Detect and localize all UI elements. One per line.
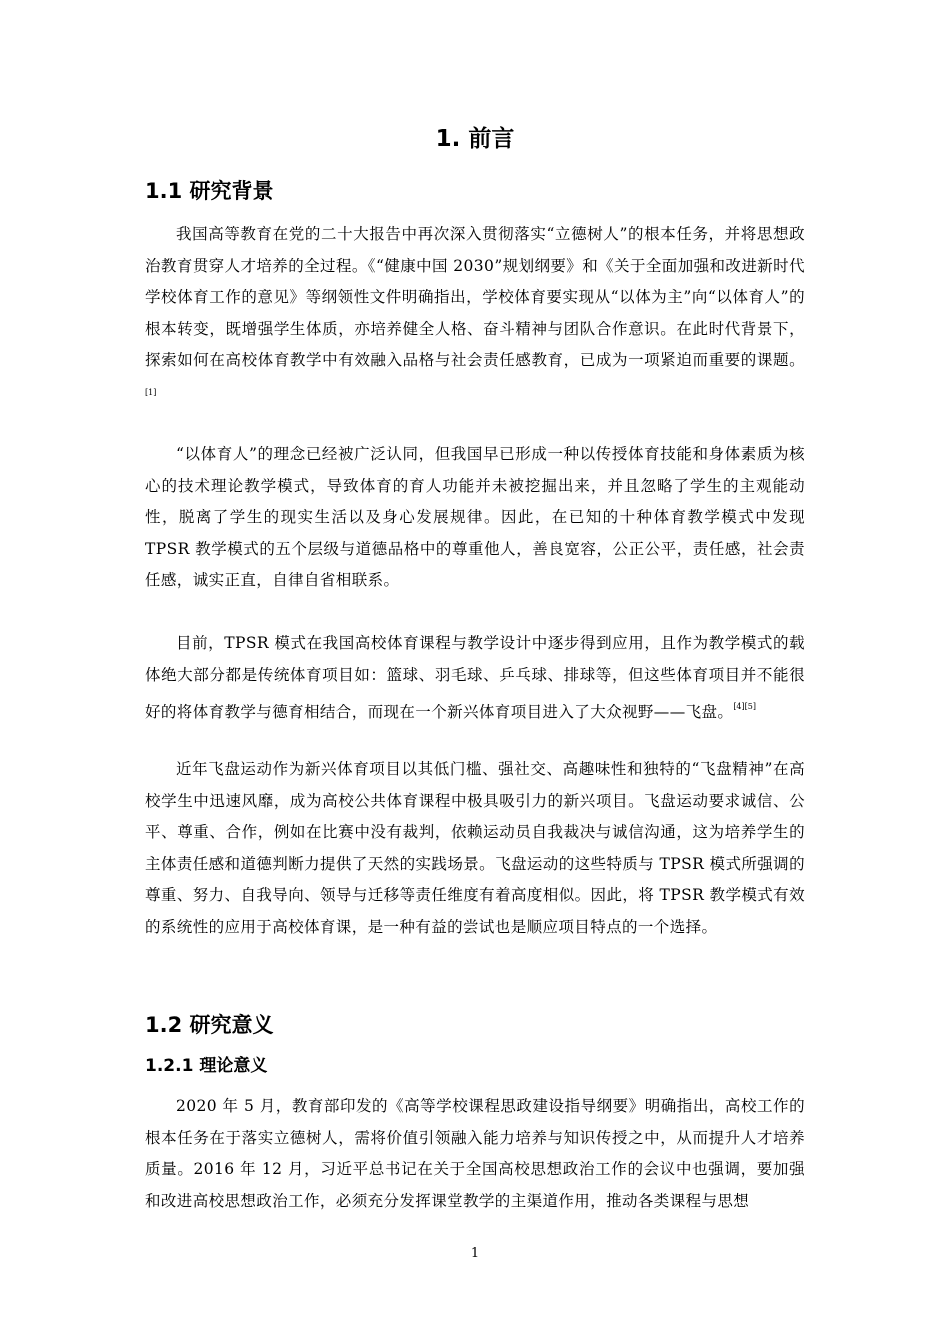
paragraph-background-4: 近年飞盘运动作为新兴体育项目以其低门槛、强社交、高趣味性和独特的“飞盘精神”在高校学生中迅速风靡，成为高校公共体育课程中极具吸引力的新兴项目。飞盘运动要求诚信、公平、尊重、合作，例如在比赛中没有裁判，依赖运动员自我裁决与诚信沟通，这为培养学生的主体责任感和道德判断力提供了天然的实践场景。飞盘运动的这些特质与 TPSR 模式所强调的尊重、努力、自我导向、领导与迁移等责任维度有着高度相似。因此，将 TPSR 教学模式有效的系统性的应用于高校体育课，是一种有益的尝试也是顺应项目特点的一个选择。: [145, 760, 805, 936]
paragraph-background-1: [145, 219, 805, 414]
section-heading-1-2: 1.2 研究意义: [145, 1013, 274, 1037]
paragraph-theory-1: 2020 年 5 月，教育部印发的《高等学校课程思政建设指导纲要》明确指出，高校工作的根本任务在于落实立德树人，需将价值引领融入能力培养与知识传授之中，从而提升人才培养质量。2016 年 12 月，习近平总书记在关于全国高校思想政治工作的会议中也强调，要加强和改进高校思想政治工作，必须充分发挥课堂教学的主渠道作用，推动各类课程与思想: [145, 1097, 805, 1210]
paragraph-background-3: [145, 628, 805, 729]
paragraph-text: 目前，TPSR 模式在我国高校体育课程与教学设计中逐步得到应用，且作为教学模式的载体绝大部分都是传统体育项目如：篮球、羽毛球、乒乓球、排球等，但这些体育项目并不能很好的将体育教学与德育相结合，而现在一个新兴体育项目进入了大众视野——飞盘。: [145, 634, 805, 721]
subsection-heading-1-2-1: 1.2.1 理论意义: [145, 1056, 268, 1076]
page-number: 1: [470, 1246, 480, 1261]
citation: [4][5]: [733, 702, 756, 711]
citation: [1]: [145, 387, 157, 397]
chapter-title: 1. 前言: [435, 126, 515, 152]
paragraph-background-2: “以体育人”的理念已经被广泛认同，但我国早已形成一种以传授体育技能和身体素质为核心的技术理论教学模式，导致体育的育人功能并未被挖掘出来，并且忽略了学生的主观能动性，脱离了学生的现实生活以及身心发展规律。因此，在已知的十种体育教学模式中发现 TPSR 教学模式的五个层级与道德品格中的尊重他人，善良宽容，公正公平，责任感，社会责任感，诚实正直，自律自省相联系。: [145, 445, 805, 589]
section-heading-1-1: 1.1 研究背景: [145, 179, 274, 203]
paragraph-text: 我国高等教育在党的二十大报告中再次深入贯彻落实“立德树人”的根本任务，并将思想政治教育贯穿人才培养的全过程。《“健康中国 2030”规划纲要》和《关于全面加强和改进新时代学校体育工作的意见》等纲领性文件明确指出，学校体育要实现从“以体为主”向“以体育人”的根本转变，既增强学生体质，亦培养健全人格、奋斗精神与团队合作意识。在此时代背景下，探索如何在高校体育教学中有效融入品格与社会责任感教育，已成为一项紧迫而重要的课题。: [145, 225, 805, 369]
